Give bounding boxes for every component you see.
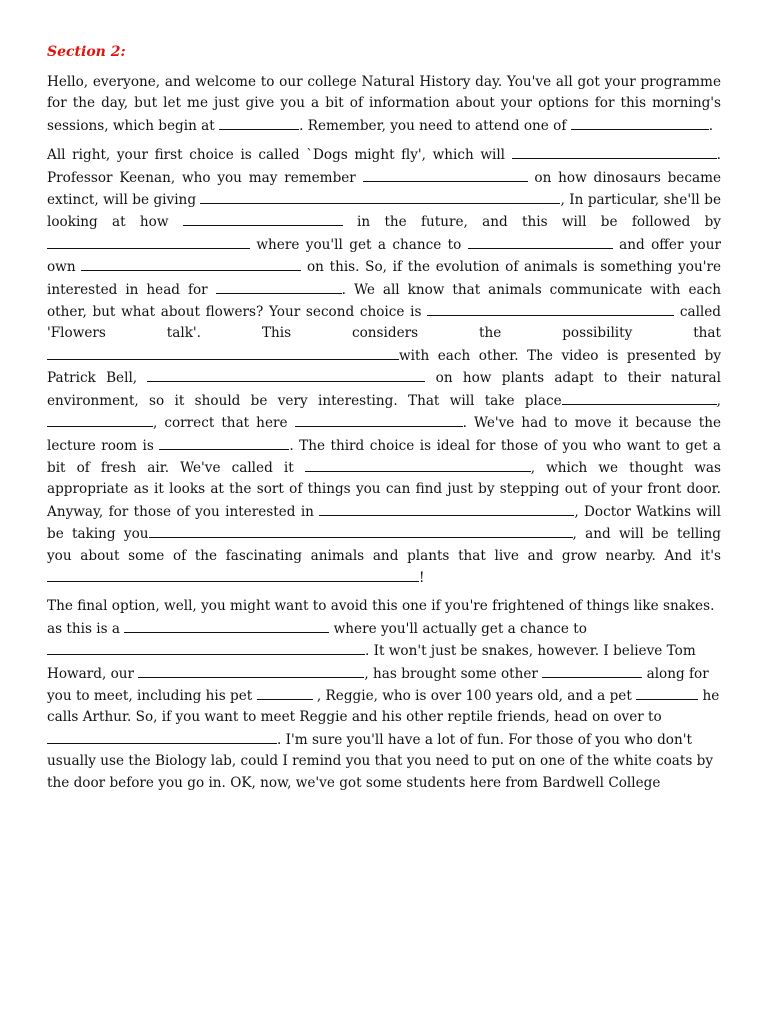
paragraph-text: . We all know that animals communicate with each other, but what about flowers? Your second choice is xyxy=(47,281,721,321)
fill-in-blank xyxy=(47,234,250,249)
paragraph-text: . I'm sure you'll have a lot of fun. For those of you who don't usually use the Biology lab, could I remind you that you need to put on one of the white coats by the door before you go in. OK, now, we've got some students here from Bardwell College xyxy=(47,731,714,791)
paragraph-text: , In particular, she'll be looking at how xyxy=(47,192,721,231)
paragraph-text: . xyxy=(708,117,714,134)
fill-in-blank xyxy=(159,435,289,450)
section-heading: Section 2: xyxy=(47,44,126,60)
fill-in-blank xyxy=(47,345,399,360)
fill-in-blank xyxy=(562,390,717,405)
paragraph-text: . We've had to move it because the lecture room is xyxy=(47,415,721,454)
paragraph-text: he calls Arthur. So, if you want to meet Reggie and his other reptile friends, head on over to xyxy=(47,687,720,726)
fill-in-blank xyxy=(468,234,613,249)
paragraph-text: in the future, and this will be followed by xyxy=(342,214,721,231)
paragraph-text: ! xyxy=(419,569,425,586)
paragraph-text: along for you to meet, including his pet xyxy=(47,665,709,704)
fill-in-blank xyxy=(295,412,463,427)
fill-in-blank xyxy=(81,256,301,271)
fill-in-blank xyxy=(219,115,299,130)
paragraph-text: All right, your first choice is called `Dogs might fly', which will xyxy=(47,147,512,164)
paragraph-text: , which we thought was appropriate as it looks at the sort of things you can find just by stepping out of your front door. Anyway, for those of you interested in xyxy=(47,459,721,520)
fill-in-blank xyxy=(636,685,698,700)
paragraph-text: on how dinosaurs became extinct, will be giving xyxy=(47,169,721,209)
fill-in-blank xyxy=(427,301,674,316)
document-page xyxy=(47,42,721,801)
paragraph-final-option xyxy=(47,596,721,794)
paragraph-text: Hello, everyone, and welcome to our college Natural History day. You've all got your programme for the day, but let me just give you a bit of information about your options for this morning's sessions, which begin at xyxy=(47,74,721,134)
fill-in-blank xyxy=(305,457,531,472)
paragraph-text: on how plants adapt to their natural environment, so it should be very interesting. That will take place xyxy=(47,370,721,409)
fill-in-blank xyxy=(571,115,709,130)
fill-in-blank xyxy=(542,663,642,678)
fill-in-blank xyxy=(47,640,365,655)
paragraph-text: with each other. The video is presented by Patrick Bell, xyxy=(47,347,721,387)
paragraph-text: where you'll actually get a chance to xyxy=(329,620,587,637)
fill-in-blank xyxy=(124,618,329,633)
fill-in-blank xyxy=(47,567,419,582)
fill-in-blank xyxy=(319,501,574,516)
fill-in-blank xyxy=(138,663,364,678)
paragraph-text: , correct that here xyxy=(153,415,295,432)
fill-in-blank xyxy=(216,279,342,294)
fill-in-blank xyxy=(257,685,313,700)
paragraph-text: . Professor Keenan, who you may remember xyxy=(47,147,721,186)
paragraph-text: , has brought some other xyxy=(364,665,543,682)
paragraph-text: . The third choice is ideal for those of you who want to get a bit of fresh air. We've called it xyxy=(47,437,721,476)
paragraph-text: on this. So, if the evolution of animals is something you're interested in head for xyxy=(47,259,721,298)
paragraph-text: where you'll get a chance to xyxy=(250,236,468,253)
fill-in-blank xyxy=(512,144,717,159)
paragraph-choices xyxy=(47,144,721,589)
fill-in-blank xyxy=(147,367,425,382)
fill-in-blank xyxy=(47,412,153,427)
paragraph-text: , Doctor Watkins will be taking you xyxy=(47,503,721,543)
fill-in-blank xyxy=(47,729,277,744)
paragraph-text: called 'Flowers talk'. This considers the possibility that xyxy=(47,304,722,342)
paragraph-intro xyxy=(47,72,721,137)
fill-in-blank xyxy=(149,523,573,538)
fill-in-blank xyxy=(183,211,343,226)
paragraph-text: . It won't just be snakes, however. I believe Tom Howard, our xyxy=(47,643,696,682)
paragraph-text: The final option, well, you might want to avoid this one if you're frightened of things like snakes. as this is a xyxy=(47,598,715,637)
paragraph-text: . Remember, you need to attend one of xyxy=(299,117,571,134)
fill-in-blank xyxy=(363,167,528,182)
paragraph-text: , Reggie, who is over 100 years old, and a pet xyxy=(312,687,637,704)
fill-in-blank xyxy=(200,189,560,204)
paragraph-text: , xyxy=(716,392,721,409)
paragraph-text: , and will be telling you about some of the fascinating animals and plants that live and grow nearby. And it's xyxy=(47,526,721,564)
paragraph-text: and offer your own xyxy=(47,236,721,276)
